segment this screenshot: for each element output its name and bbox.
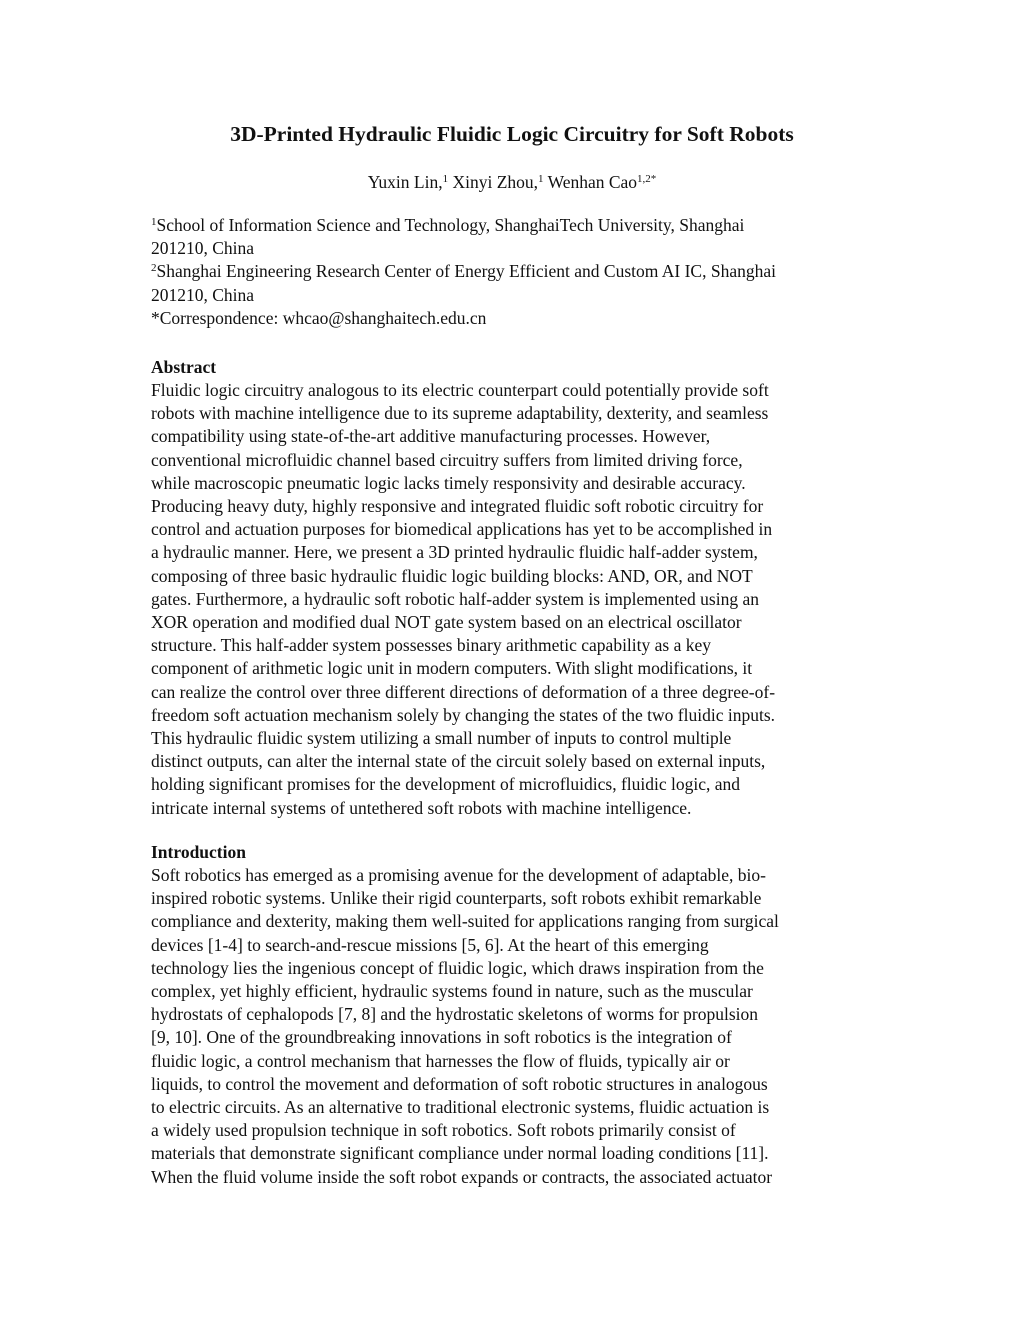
paper-title: 3D-Printed Hydraulic Fluidic Logic Circuitry for Soft Robots: [230, 122, 794, 146]
text-line: [9, 10]. One of the groundbreaking innovations in soft robotics is the integration of: [151, 1027, 732, 1048]
text-line: liquids, to control the movement and deformation of soft robotic structures in analogous: [151, 1073, 768, 1094]
text-line: robots with machine intelligence due to its supreme adaptability, dexterity, and seamless: [151, 403, 769, 424]
text-line: structure. This half-adder system possesses binary arithmetic capability as a key: [151, 635, 711, 656]
text-line: composing of three basic hydraulic fluidic logic building blocks: AND, OR, and NOT: [151, 565, 753, 586]
author-affiliation-mark: 1: [538, 173, 544, 185]
affiliation-2: [151, 260, 881, 283]
author-affiliation-mark: 1,2*: [637, 173, 657, 185]
text-line: devices [1-4] to search-and-rescue missions [5, 6]. At the heart of this emerging: [151, 934, 709, 955]
affiliation-mark: 2: [151, 262, 157, 275]
text-line: intricate internal systems of untethered soft robots with machine intelligence.: [151, 797, 692, 818]
introduction-body: [151, 864, 881, 1189]
author-name: Xinyi Zhou,: [452, 172, 539, 192]
text-line: conventional microfluidic channel based circuitry suffers from limited driving force,: [151, 449, 743, 470]
text-line: Soft robotics has emerged as a promising avenue for the development of adaptable, bio-: [151, 865, 766, 885]
text-line: distinct outputs, can alter the internal state of the circuit solely based on external inputs,: [151, 751, 766, 772]
text-line: complex, yet highly efficient, hydraulic systems found in nature, such as the muscular: [151, 981, 753, 1002]
text-line: can realize the control over three different directions of deformation of a three degree-of-: [151, 681, 776, 702]
text-line: to electric circuits. As an alternative to traditional electronic systems, fluidic actuation is: [151, 1097, 770, 1118]
text-line: materials that demonstrate significant compliance under normal loading conditions [11].: [151, 1143, 769, 1164]
text-line: Fluidic logic circuitry analogous to its electric counterpart could potentially provide soft: [151, 380, 769, 400]
affiliations: [151, 214, 881, 330]
text-line: fluidic logic, a control mechanism that harnesses the flow of fluids, typically air or: [151, 1050, 730, 1071]
correspondence-line: *Correspondence: whcao@shanghaitech.edu.cn: [151, 307, 487, 328]
text-line: while macroscopic pneumatic logic lacks timely responsivity and desirable accuracy.: [151, 472, 746, 493]
author-name: Wenhan Cao: [547, 172, 638, 192]
affiliation-line: Shanghai Engineering Research Center of Energy Efficient and Custom AI IC, Shanghai: [156, 261, 776, 282]
text-line: XOR operation and modified dual NOT gate system based on an electrical oscillator: [151, 612, 742, 633]
text-line: freedom soft actuation mechanism solely by changing the states of the two fluidic inputs.: [151, 704, 776, 725]
affiliation-mark: 1: [151, 216, 157, 228]
author-affiliation-mark: 1: [442, 173, 449, 185]
author-name: Yuxin Lin,: [367, 172, 443, 192]
text-line: holding significant promises for the development of microfluidics, fluidic logic, and: [151, 774, 741, 795]
text-line: This hydraulic fluidic system utilizing a small number of inputs to control multiple: [151, 728, 732, 749]
affiliation-line: 201210, China: [151, 284, 255, 305]
text-line: hydrostats of cephalopods [7, 8] and the hydrostatic skeletons of worms for propulsion: [151, 1004, 759, 1025]
text-line: compatibility using state-of-the-art additive manufacturing processes. However,: [151, 426, 711, 447]
introduction-heading: Introduction: [151, 842, 246, 862]
affiliation-line: 201210, China: [151, 238, 255, 259]
text-line: control and actuation purposes for biomedical applications has yet to be accomplished in: [151, 519, 773, 540]
text-line: a hydraulic manner. Here, we present a 3D printed hydraulic fluidic half-adder system,: [151, 542, 758, 563]
text-line: technology lies the ingenious concept of fluidic logic, which draws inspiration from the: [151, 957, 764, 978]
text-line: When the fluid volume inside the soft robot expands or contracts, the associated actuator: [151, 1166, 773, 1187]
text-line: Producing heavy duty, highly responsive and integrated fluidic soft robotic circuitry for: [151, 496, 764, 517]
text-line: component of arithmetic logic unit in modern computers. With slight modifications, it: [151, 658, 753, 679]
text-line: a widely used propulsion technique in soft robotics. Soft robots primarily consist of: [151, 1120, 736, 1141]
text-line: gates. Furthermore, a hydraulic soft robotic half-adder system is implemented using an: [151, 588, 759, 609]
text-line: inspired robotic systems. Unlike their rigid counterparts, soft robots exhibit remarkable: [151, 888, 762, 909]
affiliation-line: School of Information Science and Technology, ShanghaiTech University, Shanghai: [156, 215, 745, 235]
abstract-body: [151, 379, 881, 820]
affiliation-1: [151, 214, 881, 237]
text-line: compliance and dexterity, making them well-suited for applications ranging from surgical: [151, 911, 779, 932]
abstract-heading: Abstract: [151, 357, 217, 377]
author-list: [0, 170, 1024, 194]
